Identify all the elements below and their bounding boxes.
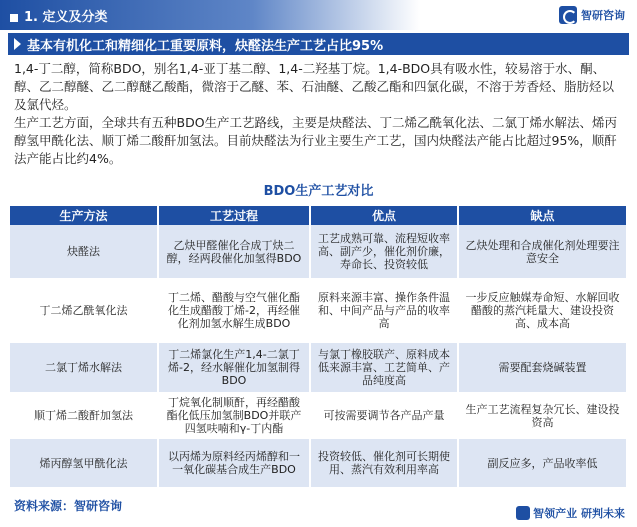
footer-slogan: 智领产业 研判未来 (533, 507, 625, 520)
header-pros: 优点 (310, 206, 458, 225)
cell-method: 炔醛法 (10, 225, 158, 279)
page-title: 基本有机化工和精细化工重要原料，炔醛法生产工艺占比95% (27, 38, 384, 54)
source-note: 资料来源：智研咨询 (14, 499, 123, 513)
section-banner (0, 0, 420, 30)
cell-pros: 与氯丁橡胶联产、原料成本低来源丰富、工艺简单、产品纯度高 (310, 342, 458, 393)
cell-pros: 工艺成熟可靠、流程短收率高、副产少，催化剂价廉，寿命长、投资较低 (310, 225, 458, 279)
table-row (10, 225, 627, 279)
section-label: 1. 定义及分类 (24, 10, 108, 25)
table-row (10, 438, 627, 488)
table-row (10, 342, 627, 393)
cell-process: 丁二烯氯化生产1,4-二氯丁烯-2，经水解催化加氢制得BDO (158, 342, 310, 393)
cell-cons: 需要配套烧碱装置 (458, 342, 627, 393)
comparison-table (10, 206, 628, 489)
square-icon (10, 14, 18, 22)
table-title: BDO生产工艺对比 (263, 184, 374, 199)
cell-process: 丁烷氧化制顺酐，再经醋酸酯化低压加氢制BDO并联产四氢呋喃和γ-丁内酯 (158, 393, 310, 438)
table-row (10, 393, 627, 438)
cell-method: 二氯丁烯水解法 (10, 342, 158, 393)
cell-pros: 投资较低、催化剂可长期使用、蒸汽有效利用率高 (310, 438, 458, 488)
cell-process: 丁二烯、醋酸与空气催化酯化生成醋酸丁烯-2，再经催化剂加氢水解生成BDO (158, 279, 310, 342)
cell-cons: 生产工艺流程复杂冗长、建设投资高 (458, 393, 627, 438)
triangle-icon (14, 38, 21, 50)
cell-method: 顺丁烯二酸酐加氢法 (10, 393, 158, 438)
header-method: 生产方法 (10, 206, 158, 225)
cell-pros: 原料来源丰富、操作条件温和、中间产品与产品的收率高 (310, 279, 458, 342)
header-cons: 缺点 (458, 206, 627, 225)
table-row (10, 279, 627, 342)
cell-process: 乙炔甲醛催化合成丁炔二醇，经两段催化加氢得BDO (158, 225, 310, 279)
brand-name: 智研咨询 (581, 9, 625, 22)
cell-cons: 副反应多，产品收率低 (458, 438, 627, 488)
cell-method: 丁二烯乙酰氧化法 (10, 279, 158, 342)
cell-method: 烯丙醇氢甲酰化法 (10, 438, 158, 488)
logo-icon (516, 506, 530, 520)
top-bar (0, 0, 637, 30)
cell-cons: 乙炔处理和合成催化剂处理要注意安全 (458, 225, 627, 279)
table-header-row (10, 206, 627, 225)
title-bar (8, 33, 629, 55)
header-process: 工艺过程 (158, 206, 310, 225)
logo-icon (559, 6, 577, 24)
intro-paragraph: 1,4-丁二醇，简称BDO，别名1,4-亚丁基二醇、1,4-二羟基丁烷。1,4-BDO具有吸水性，较易溶于水、酮、醇、乙二醇醚、乙二醇醚乙酸酯，微溶于乙醚、苯、石油醚、乙酸乙酯和四氯化碳，不溶于芳香烃、脂肪烃以及氯代烃。 (14, 61, 615, 112)
process-paragraph: 生产工艺方面，全球共有五种BDO生产工艺路线，主要是炔醛法、丁二烯乙酰氧化法、二氯丁烯水解法、烯丙醇氢甲酰化法、顺丁烯二酸酐加氢法。目前炔醛法为行业主要生产工艺，国内炔醛法产能占比超过95%，顺酐法产能占比约4%。 (14, 115, 618, 166)
cell-process: 以丙烯为原料经丙烯醇和一一氧化碳基合成生产BDO (158, 438, 310, 488)
cell-pros: 可按需要调节各产品产量 (310, 393, 458, 438)
cell-cons: 一步反应触媒寿命短、水解回收醋酸的蒸汽耗量大、建设投资高、成本高 (458, 279, 627, 342)
footer-brand (513, 505, 625, 521)
brand-logo (559, 6, 625, 24)
